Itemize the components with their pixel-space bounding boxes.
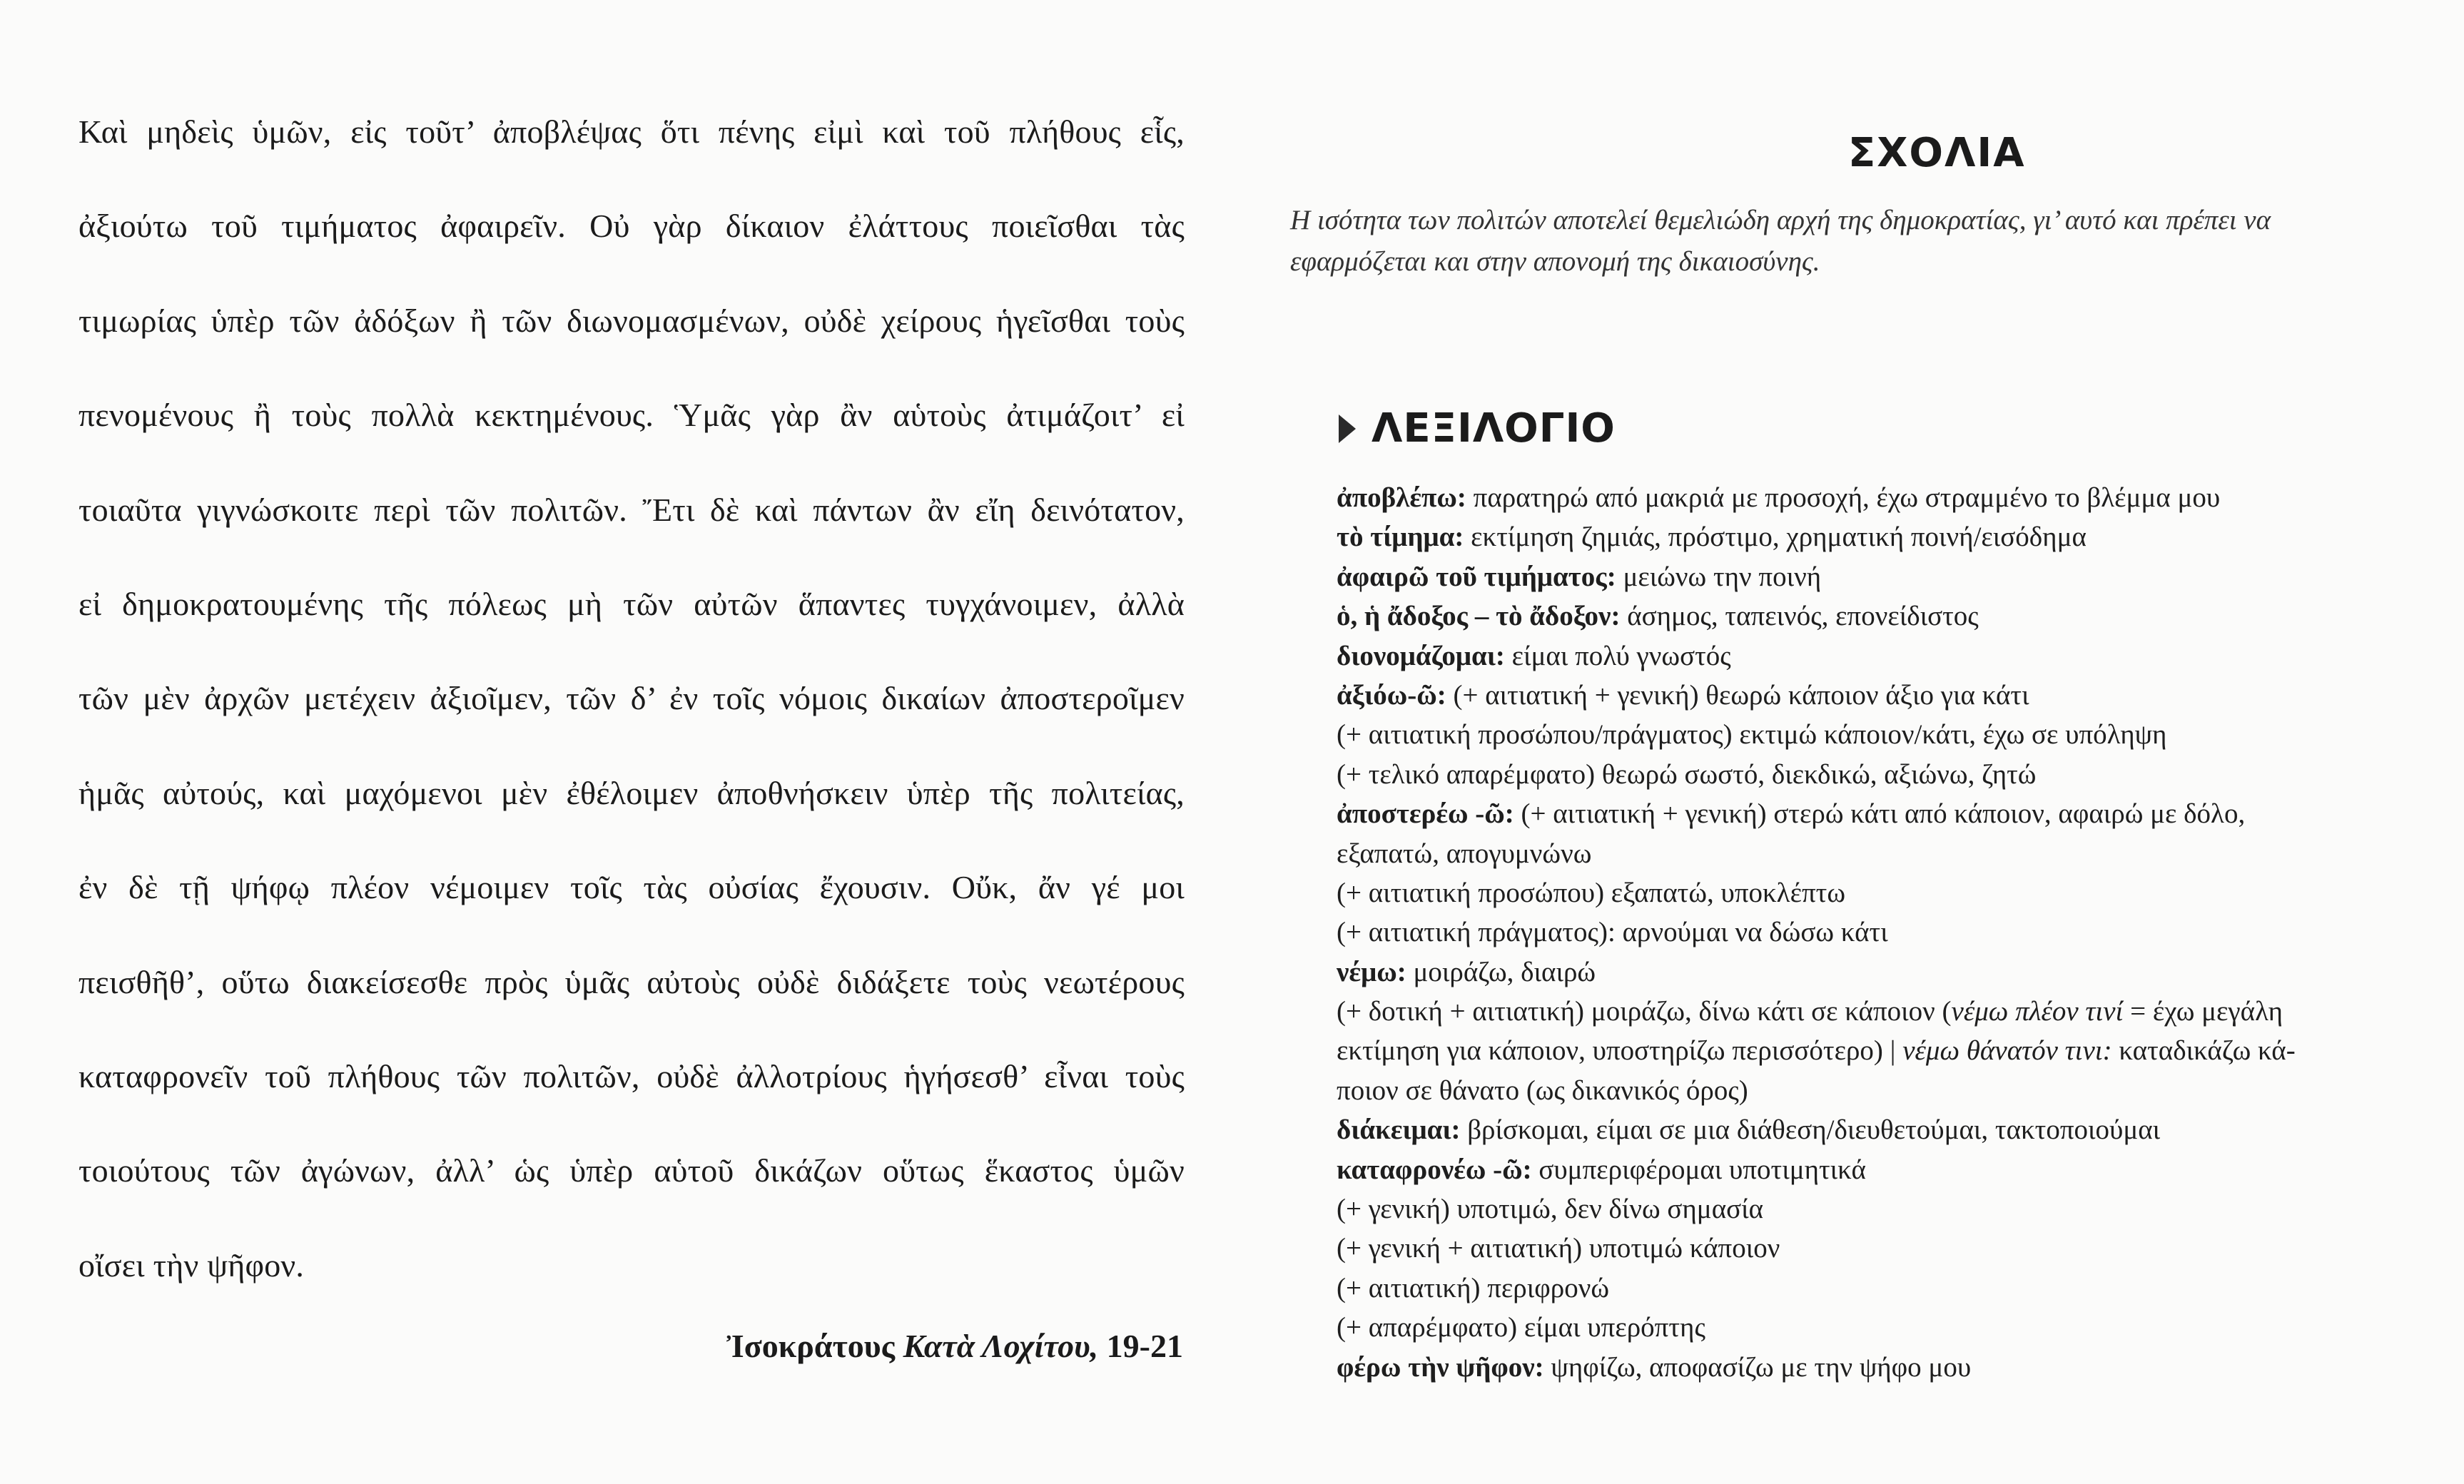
lexicon-line xyxy=(1337,913,2435,952)
ancient-text xyxy=(78,96,1185,1324)
lexicon-term: ἀποστερέω -ῶ: xyxy=(1337,798,1514,830)
text-line: οἴσει τὴν ψῆφον. xyxy=(78,1246,305,1284)
lexicon-definition: άσημος, ταπεινός, επονείδιστος xyxy=(1620,601,1979,632)
lexicon-definition: εκτίμηση ζημιάς, πρόστιμο, χρηματική ποινή/εισόδημα xyxy=(1464,522,2087,553)
text-line: ἀξιούτω τοῦ τιμήματος ἀφαιρεῖν. Οὐ γὰρ δίκαιον ἐλάττους ποιεῖσθαι τὰς xyxy=(78,208,1185,245)
lexicon-definition: συμπεριφέρομαι υποτιμητικά xyxy=(1531,1154,1866,1185)
text-line: ἡμᾶς αὐτούς, καὶ μαχόμενοι μὲν ἐθέλοιμεν ἀποθνήσκειν ὑπὲρ τῆς πολιτείας, xyxy=(78,774,1185,811)
lexicon-example: νέμω πλέον τινί xyxy=(1951,996,2124,1027)
lexicon-line xyxy=(1337,992,2435,1031)
lexicon-definition: μειώνω την ποινή xyxy=(1616,561,1822,592)
lexicon-example: νέμω θάνατόν τινι: xyxy=(1902,1035,2112,1067)
lexicon-heading: ΛΕΞΙΛΟΓΙΟ xyxy=(1372,405,1616,452)
lexicon-line xyxy=(1337,1348,2435,1387)
lexicon-definition: (+ αιτιατική προσώπου/πράγματος) εκτιμώ κάποιον/κάτι, έχω σε υπόληψη xyxy=(1337,719,2167,751)
lexicon-definition: (+ αιτιατική προσώπου) εξαπατώ, υποκλέπτω xyxy=(1337,877,1845,908)
lexicon-header xyxy=(1339,405,1616,452)
lexicon-definition: ποιον σε θάνατο (ως δικανικός όρος) xyxy=(1337,1074,1748,1106)
lexicon-definition: καταδικάζω κά- xyxy=(2111,1035,2296,1067)
lexicon-definition: εξαπατώ, απογυμνώνω xyxy=(1337,838,1592,869)
lexicon-line xyxy=(1337,794,2435,833)
text-line: τοιούτους τῶν ἀγώνων, ἀλλ’ ὡς ὑπὲρ αὑτοῦ δικάζων οὕτως ἕκαστος ὑμῶν xyxy=(78,1152,1185,1189)
text-line: Καὶ μηδεὶς ὑμῶν, εἰς τοῦτ’ ἀποβλέψας ὅτι πένης εἰμὶ καὶ τοῦ πλήθους εἷς, xyxy=(78,113,1185,150)
lexicon-line xyxy=(1337,1308,2435,1347)
lexicon-definition: (+ γενική) υποτιμώ, δεν δίνω σημασία xyxy=(1337,1194,1764,1225)
lexicon-definition: = έχω μεγάλη xyxy=(2123,996,2283,1027)
lexicon-definition: (+ αιτιατική + γενική) θεωρώ κάποιον άξιο για κάτι xyxy=(1446,679,2029,711)
lexicon-term: ὁ, ἡ ἄδοξος – τὸ ἄδοξον: xyxy=(1337,601,1621,632)
lexicon-list xyxy=(1337,478,2435,1387)
lexicon-definition: μοιράζω, διαιρώ xyxy=(1406,956,1596,987)
scholia-heading: ΣΧΟΛΙΑ xyxy=(1848,130,2026,176)
lexicon-definition: βρίσκομαι, είμαι σε μια διάθεση/διευθετούμαι, τακτοποιούμαι xyxy=(1460,1114,2161,1146)
lexicon-line xyxy=(1337,517,2435,556)
lexicon-term: καταφρονέω -ῶ: xyxy=(1337,1154,1532,1185)
lexicon-definition: (+ απαρέμφατο) είμαι υπερόπτης xyxy=(1337,1312,1705,1343)
citation-work: Κατὰ Λοχίτου, xyxy=(903,1328,1099,1364)
lexicon-term: τὸ τίμημα: xyxy=(1337,522,1464,553)
lexicon-term: φέρω τὴν ψῆφον: xyxy=(1337,1351,1544,1383)
lexicon-definition: (+ δοτική + αιτιατική) μοιράζω, δίνω κάτι σε κάποιον ( xyxy=(1337,996,1952,1027)
text-line: πεισθῆθ’, οὕτω διακείσεσθε πρὸς ὑμᾶς αὐτοὺς οὐδὲ διδάξετε τοὺς νεωτέρους xyxy=(78,963,1185,1000)
lexicon-line xyxy=(1337,1150,2435,1189)
lexicon-definition: (+ αιτιατική + γενική) στερώ κάτι από κάποιον, αφαιρώ με δόλο, xyxy=(1514,798,2246,830)
source-citation xyxy=(727,1327,1183,1365)
lexicon-term: ἀξιόω-ῶ: xyxy=(1337,679,1446,711)
lexicon-term: διάκειμαι: xyxy=(1337,1114,1461,1146)
lexicon-definition: ψηφίζω, αποφασίζω με την ψήφο μου xyxy=(1543,1351,1972,1383)
lexicon-term: ἀφαιρῶ τοῦ τιμήματος: xyxy=(1337,561,1616,592)
lexicon-line xyxy=(1337,873,2435,913)
citation-ref: 19-21 xyxy=(1106,1328,1183,1364)
text-line: πενομένους ἢ τοὺς πολλὰ κεκτημένους. Ὑμᾶς γὰρ ἂν αὑτοὺς ἀτιμάζοιτ’ εἰ xyxy=(78,397,1185,434)
lexicon-term: ἀποβλέπω: xyxy=(1337,482,1466,513)
text-line: καταφρονεῖν τοῦ πλήθους τῶν πολιτῶν, οὐδὲ ἀλλοτρίους ἡγήσεσθ’ εἶναι τοὺς xyxy=(78,1057,1185,1094)
lexicon-line xyxy=(1337,952,2435,992)
lexicon-line xyxy=(1337,1189,2435,1229)
lexicon-line xyxy=(1337,676,2435,715)
lexicon-line xyxy=(1337,715,2435,754)
text-line: εἰ δημοκρατουμένης τῆς πόλεως μὴ τῶν αὐτῶν ἅπαντες τυγχάνοιμεν, ἀλλὰ xyxy=(78,585,1185,622)
lexicon-line xyxy=(1337,1031,2435,1070)
lexicon-term: νέμω: xyxy=(1337,956,1406,987)
triangle-bullet-icon xyxy=(1339,415,1356,443)
lexicon-definition: (+ αιτιατική) περιφρονώ xyxy=(1337,1272,1610,1303)
lexicon-definition: (+ αιτιατική πράγματος): αρνούμαι να δώσω κάτι xyxy=(1337,917,1888,948)
lexicon-definition: εκτίμηση για κάποιον, υποστηρίζω περισσότερο) | xyxy=(1337,1035,1903,1067)
text-line: τῶν μὲν ἀρχῶν μετέχειν ἀξιοῖμεν, τῶν δ’ ἐν τοῖς νόμοις δικαίων ἀποστεροῖμεν xyxy=(78,680,1185,717)
lexicon-line xyxy=(1337,1229,2435,1268)
text-line: τοιαῦτα γιγνώσκοιτε περὶ τῶν πολιτῶν. Ἔτι δὲ καὶ πάντων ἂν εἴη δεινότατον, xyxy=(78,491,1185,528)
lexicon-definition: (+ γενική + αιτιατική) υποτιμώ κάποιον xyxy=(1337,1233,1780,1264)
lexicon-definition: παρατηρώ από μακριά με προσοχή, έχω στραμμένο το βλέμμα μου xyxy=(1466,482,2221,513)
lexicon-term: διονομάζομαι: xyxy=(1337,640,1505,671)
citation-author: Ἰσοκράτους xyxy=(726,1328,896,1364)
lexicon-definition: (+ τελικό απαρέμφατο) θεωρώ σωστό, διεκδικώ, αξιώνω, ζητώ xyxy=(1337,758,2037,790)
lexicon-line xyxy=(1337,1269,2435,1308)
lexicon-line xyxy=(1337,755,2435,794)
lexicon-line xyxy=(1337,636,2435,676)
lexicon-definition: είμαι πολύ γνωστός xyxy=(1504,640,1731,671)
lexicon-line xyxy=(1337,1110,2435,1149)
lexicon-line xyxy=(1337,557,2435,596)
text-line: ἐν δὲ τῇ ψήφῳ πλέον νέμοιμεν τοῖς τὰς οὐσίας ἔχουσιν. Οὔκ, ἄν γέ μοι xyxy=(78,869,1185,906)
scholia-text: Η ισότητα των πολιτών αποτελεί θεμελιώδη αρχή της δημοκρατίας, γι’ αυτό και πρέπει να εφαρμόζεται και στην απονομή της δικαιοσύνης. xyxy=(1290,205,2271,277)
lexicon-line xyxy=(1337,1071,2435,1110)
lexicon-line xyxy=(1337,596,2435,636)
lexicon-line xyxy=(1337,834,2435,873)
lexicon-line xyxy=(1337,478,2435,517)
text-line: τιμωρίας ὑπὲρ τῶν ἀδόξων ἢ τῶν διωνομασμένων, οὐδὲ χείρους ἡγεῖσθαι τοὺς xyxy=(78,302,1185,339)
